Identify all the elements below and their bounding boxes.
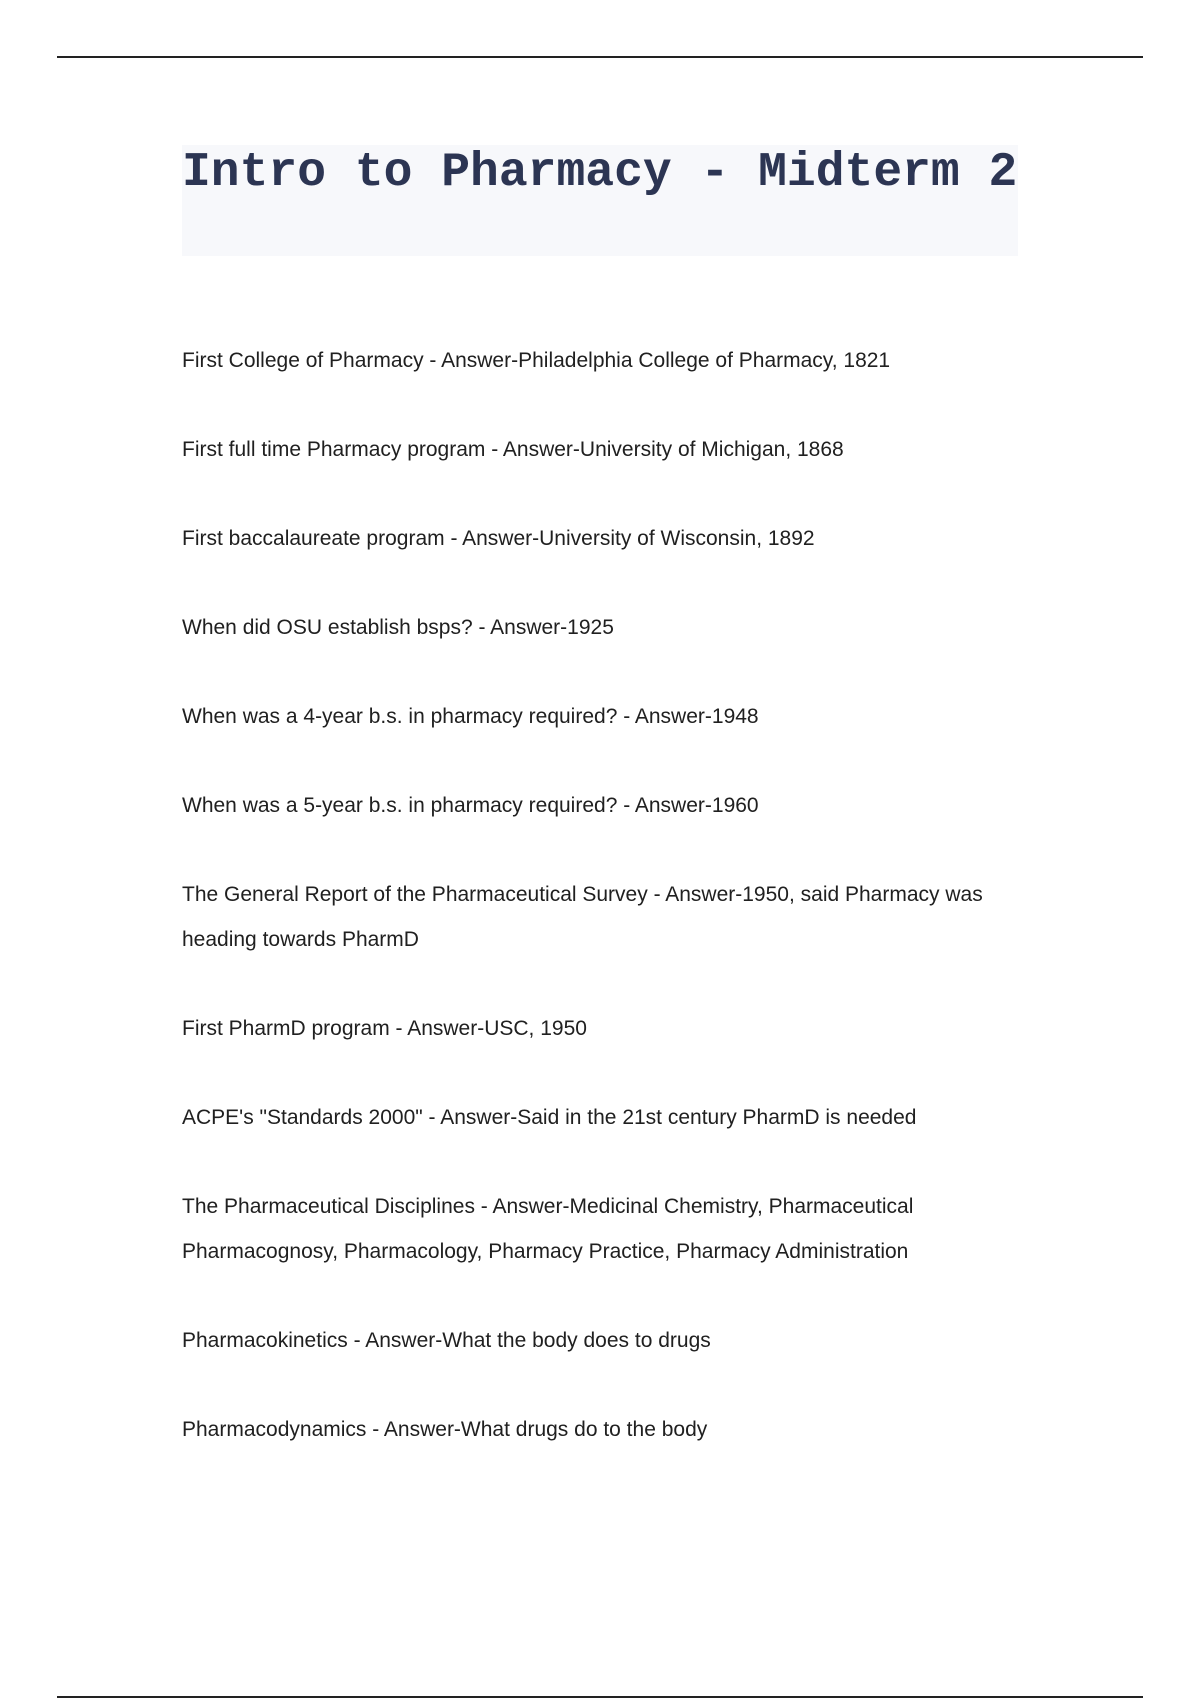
qa-item: Pharmacokinetics - Answer-What the body does to drugs (182, 1329, 711, 1352)
qa-item: Pharmacodynamics - Answer-What drugs do to the body (182, 1418, 708, 1441)
title-block (182, 145, 1018, 256)
qa-item: When was a 5-year b.s. in pharmacy required? - Answer-1960 (182, 794, 759, 817)
document-title: Intro to Pharmacy - Midterm 2 (182, 146, 1018, 200)
qa-item: First baccalaureate program - Answer-University of Wisconsin, 1892 (182, 527, 815, 550)
qa-item: The General Report of the Pharmaceutical Survey - Answer-1950, said Pharmacy was heading towards PharmD (182, 883, 983, 951)
qa-item: ACPE's "Standards 2000" - Answer-Said in the 21st century PharmD is needed (182, 1106, 917, 1129)
qa-item: First PharmD program - Answer-USC, 1950 (182, 1017, 587, 1040)
qa-item: First full time Pharmacy program - Answer-University of Michigan, 1868 (182, 438, 844, 461)
qa-item: The Pharmaceutical Disciplines - Answer-Medicinal Chemistry, Pharmaceutical Pharmacognosy, Pharmacology, Pharmacy Practice, Pharmacy Administration (182, 1195, 914, 1263)
qa-item: When was a 4-year b.s. in pharmacy required? - Answer-1948 (182, 705, 759, 728)
qa-item: First College of Pharmacy - Answer-Philadelphia College of Pharmacy, 1821 (182, 349, 891, 372)
header-rule (57, 56, 1143, 58)
footer-rule (57, 1696, 1143, 1698)
qa-item: When did OSU establish bsps? - Answer-1925 (182, 616, 614, 639)
qa-list (182, 338, 1022, 1496)
